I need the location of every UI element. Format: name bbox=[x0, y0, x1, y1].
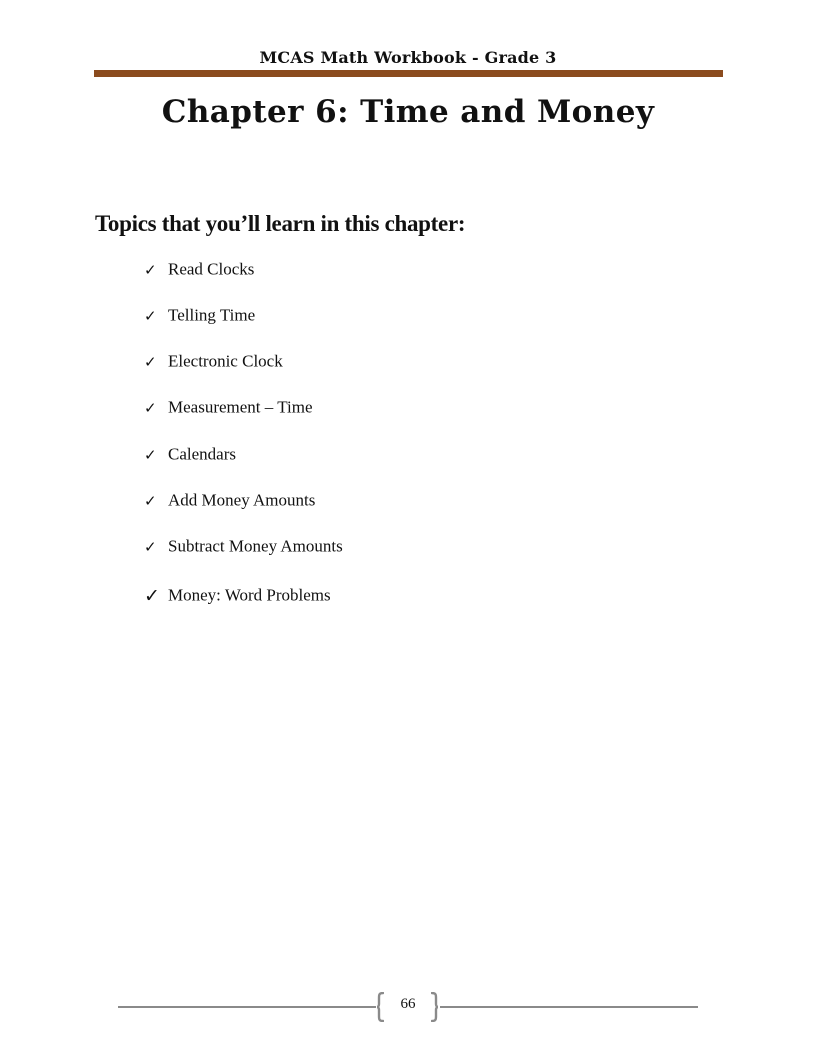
topic-label: Measurement – Time bbox=[168, 397, 313, 417]
topic-label: Telling Time bbox=[168, 305, 256, 325]
topic-label: Money: Word Problems bbox=[168, 585, 331, 605]
topics-heading: Topics that you’ll learn in this chapter: bbox=[95, 211, 466, 236]
topic-label: Add Money Amounts bbox=[168, 490, 316, 510]
topic-item bbox=[144, 348, 283, 374]
check-icon: ✓ bbox=[144, 398, 157, 417]
topic-item bbox=[144, 582, 331, 608]
check-icon: ✓ bbox=[144, 445, 157, 464]
topic-label: Read Clocks bbox=[168, 259, 255, 279]
topic-item bbox=[144, 441, 236, 467]
chapter-title: Chapter 6: Time and Money bbox=[161, 94, 655, 130]
check-icon: ✓ bbox=[144, 352, 157, 371]
page-number: 66 bbox=[400, 996, 416, 1012]
topic-item bbox=[144, 487, 315, 513]
check-icon: ✓ bbox=[144, 260, 157, 279]
left-bracket-icon bbox=[376, 992, 384, 1022]
running-header: MCAS Math Workbook - Grade 3 bbox=[259, 48, 557, 67]
check-icon: ✓ bbox=[144, 306, 157, 325]
topic-item bbox=[144, 394, 313, 420]
topic-label: Electronic Clock bbox=[168, 351, 283, 371]
topic-item bbox=[144, 302, 255, 328]
topic-label: Subtract Money Amounts bbox=[168, 536, 343, 556]
right-bracket-icon bbox=[431, 992, 439, 1022]
topic-item bbox=[144, 533, 343, 559]
footer-rule-right bbox=[440, 1006, 698, 1008]
header-rule bbox=[94, 70, 723, 77]
check-icon: ✓ bbox=[144, 491, 157, 510]
check-icon: ✓ bbox=[144, 537, 157, 556]
check-icon: ✓ bbox=[144, 584, 160, 607]
footer-rule-left bbox=[118, 1006, 376, 1008]
topic-item bbox=[144, 256, 254, 282]
topic-label: Calendars bbox=[168, 444, 236, 464]
